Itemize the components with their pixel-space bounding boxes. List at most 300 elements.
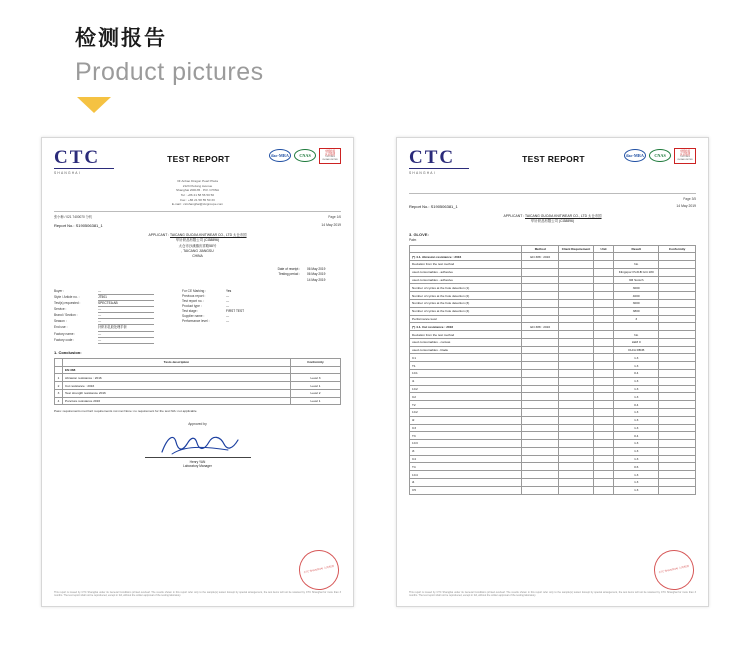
group-method-1: EN 388 : 2016 (522, 323, 559, 331)
g1-result-15: 1.3 (614, 447, 659, 455)
page-row-2 (409, 197, 696, 201)
table-row (410, 463, 696, 471)
page-header (75, 22, 264, 113)
table-row (55, 382, 341, 390)
table-row (410, 424, 696, 432)
g0-client-2 (559, 276, 594, 284)
conclusion-th-0 (55, 358, 63, 366)
field-label-l2: Test(s) requested : (54, 300, 81, 305)
g0-method-6 (522, 307, 559, 315)
table-row (410, 362, 696, 370)
g1-client-17 (559, 463, 594, 471)
table-row (410, 486, 696, 494)
g1-conf-5 (659, 370, 696, 378)
sheet1-title-wrap (128, 148, 269, 164)
g0-result-1: Klingspor PL31B Grit 180 (614, 268, 659, 276)
g1-result-2: OLFA RB45 (614, 346, 659, 354)
field-label-r2: Test report no. : (182, 298, 205, 303)
addr-line-3: Shanghai 200135 · P.R. CHINA (175, 188, 220, 193)
g1-label-16: C4 (410, 455, 522, 463)
signature-rule (145, 457, 251, 458)
page-title-cn: 检测报告 (75, 27, 167, 50)
g1-conf-7 (659, 385, 696, 393)
conclusion-desc-2: Cut resistance : 2016 (63, 382, 291, 390)
g0-client-0 (559, 261, 594, 269)
signature-image (154, 430, 242, 456)
field-label-l6: End use : (54, 325, 68, 330)
g0-conf-2 (659, 276, 696, 284)
field-label-l4: Brand / Section : (54, 313, 78, 318)
g1-client-13 (559, 432, 594, 440)
table-row (410, 471, 696, 479)
ctc-china-mark-2 (674, 148, 696, 164)
group-conf-1 (659, 323, 696, 331)
g1-label-4: T1 (410, 362, 522, 370)
report-date: 14 May 2019 (321, 222, 341, 227)
field-label-l0: Buyer : (54, 288, 65, 293)
table-row (410, 346, 696, 354)
approval-block (54, 422, 341, 468)
table-row (410, 478, 696, 486)
g0-conf-4 (659, 292, 696, 300)
ctc-china-en2-b: CHINA LIMITED (677, 159, 693, 162)
g0-result-7: 3 (614, 315, 659, 323)
ctc-china-cn1: 中国检验 (324, 150, 336, 153)
g1-result-13: 0.4 (614, 432, 659, 440)
g1-label-14: 1C3 (410, 440, 522, 448)
g1-client-1 (559, 338, 594, 346)
ctc-logo-block (54, 148, 128, 175)
g1-unit-14 (593, 440, 613, 448)
g1-result-11: 1.3 (614, 416, 659, 424)
g1-client-3 (559, 354, 594, 362)
applicant-line-5: CHINA (192, 254, 203, 259)
sheet2-logo-row (409, 148, 696, 175)
g1-conf-9 (659, 401, 696, 409)
conclusion-conf-0 (291, 366, 341, 374)
approved-by-label: Approved by (188, 422, 207, 427)
field-value-l7: --- (98, 332, 154, 338)
g1-client-10 (559, 408, 594, 416)
g1-method-19 (522, 478, 559, 486)
conclusion-desc-4: Puncture resistance 2016 (63, 397, 291, 405)
g0-result-4: 4000 (614, 292, 659, 300)
addr-line-4: Tel : +86 21 58 56 50 50 (180, 192, 215, 197)
ctc-logo-block-2 (409, 148, 483, 175)
g1-client-20 (559, 486, 594, 494)
divider-2 (409, 193, 696, 194)
applicant-line-2b: 华针织品有限公司 (CI38896) (530, 219, 575, 224)
g0-conf-7 (659, 315, 696, 323)
g1-client-2 (559, 346, 594, 354)
lab-stamp-text: CTC SHANGHAI 上海检测 (303, 565, 335, 575)
ctc-logo-2: CTC (409, 147, 456, 168)
g1-unit-17 (593, 463, 613, 471)
g1-result-6: 1.3 (614, 377, 659, 385)
g1-unit-5 (593, 370, 613, 378)
g0-method-7 (522, 315, 559, 323)
g1-conf-12 (659, 424, 696, 432)
conclusion-desc-0: EN 388 (63, 366, 291, 374)
table-row (55, 397, 341, 405)
g1-unit-10 (593, 408, 613, 416)
g1-unit-15 (593, 447, 613, 455)
table-row (410, 393, 696, 401)
g1-client-5 (559, 370, 594, 378)
applicant-line-4: , TAICANG JIANGSU (181, 248, 214, 253)
report-no-row-2 (409, 204, 696, 209)
cnas-icon-2 (649, 149, 671, 162)
g1-label-11: i2 (410, 416, 522, 424)
g1-conf-3 (659, 354, 696, 362)
table-row (410, 307, 696, 315)
accreditation-marks (269, 148, 341, 164)
g1-unit-6 (593, 377, 613, 385)
applicant-line-3: 太仓市沙溪镇庆祥路58号 (178, 243, 217, 248)
g1-result-20: 1.3 (614, 486, 659, 494)
g1-method-4 (522, 362, 559, 370)
conclusion-desc-3: Tear strength resistance 2016 (63, 389, 291, 397)
table-row (410, 323, 696, 331)
field-value-r0: Yes (226, 288, 232, 293)
g1-conf-14 (659, 440, 696, 448)
ctc-china-en: TESTING (325, 156, 335, 159)
ctc-logo-underline (54, 168, 114, 169)
g0-result-0: No (614, 261, 659, 269)
g0-conf-3 (659, 284, 696, 292)
g0-method-2 (522, 276, 559, 284)
ilac-mra-label: ilac-MRA (271, 153, 289, 159)
g1-conf-8 (659, 393, 696, 401)
g1-unit-11 (593, 416, 613, 424)
g0-label-1: used consumables - adhesive (410, 268, 522, 276)
g1-unit-12 (593, 424, 613, 432)
g1-result-16: 1.3 (614, 455, 659, 463)
g0-label-2: used consumables - adhesive (410, 276, 522, 284)
date-value-1: 06 May 2019 (307, 272, 326, 277)
g0-unit-2 (593, 276, 613, 284)
ctc-china-cn2-2: 认证集团 (679, 153, 691, 157)
sheet2-footer: This report is issued by CTC Shanghai under its General Conditions printed overleaf. The results shown in this report refer only to the sample(s) tested. Except by special arrangement, the test items will not be retained by CTC Shanghai for more than 3 months. The test report shall not be reproduced, except in full, without the written approval of the testing laboratory. (409, 590, 696, 598)
g1-label-9: T2 (410, 401, 522, 409)
pass-legend: Pass: requirements met Fail: requirements not met None: no requirement for the test N/A: not applicable (54, 409, 197, 414)
results-table (409, 245, 696, 495)
g1-method-14 (522, 440, 559, 448)
g1-client-11 (559, 416, 594, 424)
section-subtitle-palm: Palm (409, 237, 417, 242)
report-no-block-2 (409, 204, 458, 209)
field-value-r5: --- (226, 314, 230, 319)
g1-unit-19 (593, 478, 613, 486)
g0-method-0 (522, 261, 559, 269)
date-value-2: 14 May 2019 (307, 277, 326, 282)
conclusion-n-1: 1 (55, 374, 63, 382)
g1-client-4 (559, 362, 594, 370)
report-no-label-2: Report No.: (409, 204, 430, 209)
table-row (410, 261, 696, 269)
results-th-4: Result (614, 245, 659, 253)
g1-client-9 (559, 401, 594, 409)
page-number-1: Page 1/6 (328, 214, 341, 219)
conclusion-conf-3: Level 2 (291, 389, 341, 397)
g1-label-3: C1 (410, 354, 522, 362)
lab-stamp-icon (295, 546, 342, 593)
page-number-2: Page 3/5 (683, 197, 696, 201)
g1-unit-20 (593, 486, 613, 494)
g0-conf-6 (659, 307, 696, 315)
g0-result-5: 3000 (614, 300, 659, 308)
sheet2-title-wrap (483, 148, 624, 164)
field-label-l7: Factory name : (54, 331, 76, 336)
sheet1-footer: This report is issued by CTC Shanghai under its General Conditions printed overleaf. The results shown in this report refer only to the sample(s) tested. Except by special arrangement, the test items will not be retained by CTC Shanghai for more than 3 months. The test report shall not be reproduced, except in full, without the written approval of the testing laboratory. (54, 590, 341, 598)
g0-label-6: Number of cycles at the hole detection (4) (410, 307, 522, 315)
applicant-label-2: APPLICANT : (503, 214, 525, 218)
fields-right-col (182, 289, 300, 344)
field-label-r5: Supplier name : (182, 314, 205, 319)
g1-result-17: 0.6 (614, 463, 659, 471)
g1-method-0 (522, 331, 559, 339)
conclusion-conf-4: Level 1 (291, 397, 341, 405)
g1-result-14: 1.3 (614, 440, 659, 448)
report-no-label: Report No.: (54, 222, 75, 228)
g1-method-3 (522, 354, 559, 362)
report-no-row (54, 223, 341, 228)
field-label-l5: Season : (54, 319, 67, 324)
applicant-name: TAICANG GUOJIA KNITWEAR CO., LTD 太仓市国 (170, 232, 247, 237)
g0-client-4 (559, 292, 594, 300)
applicant-label: APPLICANT : (148, 232, 170, 237)
g1-result-18: 1.3 (614, 471, 659, 479)
g1-label-17: T4 (410, 463, 522, 471)
g0-method-5 (522, 300, 559, 308)
g0-client-7 (559, 315, 594, 323)
g1-label-10: 1C2 (410, 408, 522, 416)
applicant-line-2: 华针织品有限公司 (CI38896) (175, 238, 220, 243)
field-row-r6 (182, 319, 300, 324)
g1-result-9: 0.4 (614, 401, 659, 409)
g1-label-20: C5 (410, 486, 522, 494)
results-th-1: Method (522, 245, 559, 253)
conclusion-header-row (55, 358, 341, 366)
g1-method-15 (522, 447, 559, 455)
g1-conf-10 (659, 408, 696, 416)
field-label-r3: Product type : (182, 304, 202, 309)
g1-unit-1 (593, 338, 613, 346)
g1-result-8: 1.3 (614, 393, 659, 401)
cnas-icon (294, 149, 316, 162)
field-label-l1: Style / Article no. : (54, 294, 80, 299)
g0-label-5: Number of cycles at the hole detection (3) (410, 300, 522, 308)
table-row (410, 416, 696, 424)
dates-block (54, 267, 341, 282)
g1-conf-18 (659, 471, 696, 479)
table-row (410, 377, 696, 385)
g1-client-18 (559, 471, 594, 479)
g0-unit-4 (593, 292, 613, 300)
field-label-l3: Service : (54, 307, 67, 312)
conclusion-conf-2: Level 1 (291, 382, 341, 390)
table-row (410, 338, 696, 346)
applicant-block-2 (409, 214, 696, 225)
signer-name: Henry YAN (189, 459, 206, 464)
lab-stamp-text-2: CTC SHANGHAI 上海检测 (658, 565, 690, 575)
results-th-5: Conformity (659, 245, 696, 253)
date-label-0: Date of receipt : (277, 267, 301, 272)
g0-client-3 (559, 284, 594, 292)
g0-unit-1 (593, 268, 613, 276)
g1-result-4: 1.3 (614, 362, 659, 370)
ilac-mra-label-2: ilac-MRA (626, 153, 644, 159)
g1-method-6 (522, 377, 559, 385)
table-row (55, 374, 341, 382)
divider-1 (54, 211, 341, 212)
g1-conf-13 (659, 432, 696, 440)
g1-method-10 (522, 408, 559, 416)
field-label-r6: Performance level : (182, 319, 210, 324)
conclusion-n-2: 2 (55, 382, 63, 390)
g0-label-0: Deviation from the test method (410, 261, 522, 269)
addr-line-5: Fax : +86 21 58 55 50 33 (180, 197, 215, 202)
g0-method-4 (522, 292, 559, 300)
field-value-r6: --- (226, 319, 230, 324)
g1-unit-0 (593, 331, 613, 339)
results-th-3: Unit (593, 245, 613, 253)
table-row (410, 432, 696, 440)
ctc-china-cn2: 认证集团 (324, 153, 336, 157)
g1-conf-15 (659, 447, 696, 455)
g0-result-6: 3800 (614, 307, 659, 315)
g1-label-13: T3 (410, 432, 522, 440)
section-title-glove: 3. GLOVE: (409, 231, 429, 237)
g1-unit-16 (593, 455, 613, 463)
g1-unit-2 (593, 346, 613, 354)
results-header-row (410, 245, 696, 253)
table-row (410, 401, 696, 409)
table-row (410, 385, 696, 393)
report-sheet-2[interactable] (396, 137, 709, 607)
g0-method-1 (522, 268, 559, 276)
report-no-value: S190506381_1 (75, 222, 103, 228)
fields-left-col (54, 289, 172, 344)
group-title-0: (*) 4.1. Abrasion resistance : 2016 (410, 253, 522, 261)
conclusion-th-1: Tests description (63, 358, 291, 366)
sheet1-logo-row (54, 148, 341, 175)
field-value-l4: --- (98, 313, 154, 319)
g0-conf-0 (659, 261, 696, 269)
g1-unit-3 (593, 354, 613, 362)
g1-client-12 (559, 424, 594, 432)
g1-method-1 (522, 338, 559, 346)
accreditation-marks-2 (624, 148, 696, 164)
g1-method-17 (522, 463, 559, 471)
g1-label-1: used consumables - canvas (410, 338, 522, 346)
field-value-r1: --- (226, 293, 230, 298)
contact-row (54, 215, 341, 220)
g1-method-16 (522, 455, 559, 463)
g1-unit-7 (593, 385, 613, 393)
addr-line-2: 2123 Pudong Avenue (182, 183, 213, 188)
g0-conf-1 (659, 268, 696, 276)
g0-label-4: Number of cycles at the hole detection (2) (410, 292, 522, 300)
table-row (410, 253, 696, 261)
field-label-l8: Factory code : (54, 337, 75, 342)
field-value-r3: --- (226, 304, 230, 309)
g0-client-6 (559, 307, 594, 315)
group-conf-0 (659, 253, 696, 261)
report-no-value-2: S190506381_1 (430, 204, 458, 209)
g1-client-0 (559, 331, 594, 339)
report-sheet-1[interactable] (41, 137, 354, 607)
g1-label-18: 1C4 (410, 471, 522, 479)
field-value-r2: --- (226, 298, 230, 303)
g1-client-19 (559, 478, 594, 486)
g1-unit-9 (593, 401, 613, 409)
ctc-china-cn1-2: 中国检验 (679, 150, 691, 153)
ctc-china-mark (319, 148, 341, 164)
conclusion-th-2: Conformity (291, 358, 341, 366)
g1-label-15: i3 (410, 447, 522, 455)
table-row (410, 354, 696, 362)
table-row (410, 276, 696, 284)
table-row (410, 455, 696, 463)
g1-unit-13 (593, 432, 613, 440)
cnas-label: CNAS (299, 153, 311, 159)
group-result-1 (614, 323, 659, 331)
g1-conf-11 (659, 416, 696, 424)
g0-client-5 (559, 300, 594, 308)
g1-result-7: 1.3 (614, 385, 659, 393)
g1-conf-19 (659, 478, 696, 486)
g1-result-10: 1.3 (614, 408, 659, 416)
applicant-name-2: TAICANG GUOJIA KNITWEAR CO., LTD 太仓市国 (525, 214, 602, 218)
field-value-l5: --- (98, 319, 154, 325)
applicant-block (54, 233, 341, 259)
g1-conf-1 (659, 338, 696, 346)
g1-method-7 (522, 385, 559, 393)
date-label-1: Testing period : (278, 272, 301, 277)
cnas-label-2: CNAS (654, 153, 666, 159)
table-row (55, 366, 341, 374)
g0-unit-6 (593, 307, 613, 315)
table-row (410, 370, 696, 378)
g1-method-11 (522, 416, 559, 424)
date-value-0: 06 May 2019 (307, 267, 326, 272)
field-label-r1: Previous report : (182, 293, 206, 298)
g1-unit-4 (593, 362, 613, 370)
conclusion-table (54, 358, 341, 406)
conclusion-title: 1. Conclusion: (54, 349, 82, 355)
g1-result-3: 1.3 (614, 354, 659, 362)
g1-conf-20 (659, 486, 696, 494)
g1-method-18 (522, 471, 559, 479)
lab-stamp-icon-2 (650, 546, 697, 593)
g1-label-7: 1C2 (410, 385, 522, 393)
table-row (410, 440, 696, 448)
g0-label-3: Number of cycles at the hole detection (1) (410, 284, 522, 292)
table-row (410, 300, 696, 308)
results-th-2: Client Requirement (559, 245, 594, 253)
g1-client-6 (559, 377, 594, 385)
report-date-2: 14 May 2019 (676, 204, 696, 208)
table-row (410, 447, 696, 455)
ctc-logo: CTC (54, 147, 101, 168)
g0-unit-3 (593, 284, 613, 292)
conclusion-desc-1: Abrasion resistance : 2016 (63, 374, 291, 382)
g0-method-3 (522, 284, 559, 292)
g1-client-7 (559, 385, 594, 393)
field-label-r0: For CE Marking : (182, 288, 207, 293)
report-title-2: TEST REPORT (522, 154, 585, 164)
